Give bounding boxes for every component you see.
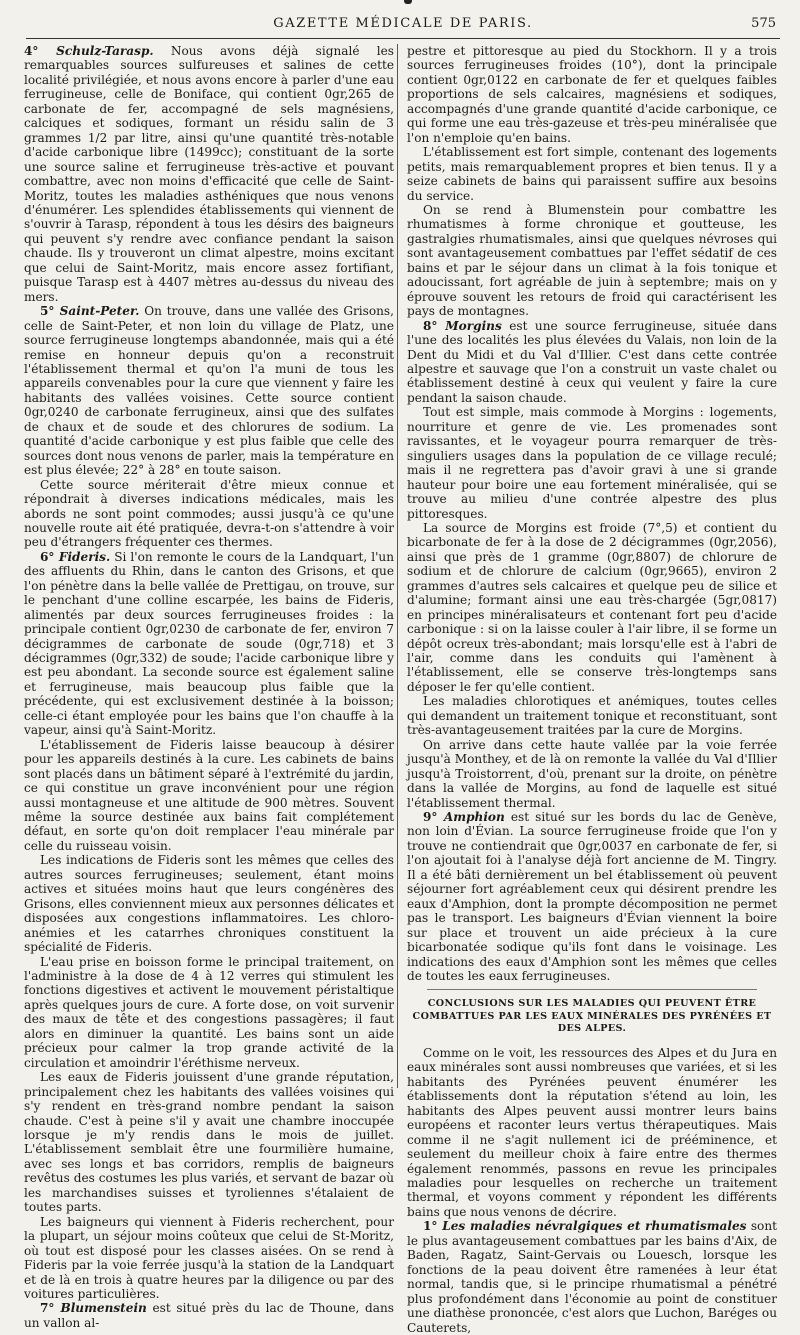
paragraph-amphion bbox=[407, 810, 777, 983]
publication-title: GAZETTE MÉDICALE DE PARIS. bbox=[273, 16, 533, 31]
item-number: 5° bbox=[40, 304, 60, 319]
spa-name: Blumenstein bbox=[60, 1301, 147, 1316]
paragraph-saint-peter bbox=[24, 304, 394, 477]
paragraph: Les indications de Fideris sont les mêmes que celles des autres sources ferrugineuses; seulement, étant moins actives et situées moins haut que leurs congénères des Grisons, elles conviennent mieux aux personnes délicates et disposées aux congestions inflammatoires. Les chloro-anémies et les catarrhes chroniques constituent la spécialité de Fideris. bbox=[24, 853, 394, 955]
paragraph-text: On trouve, dans une vallée des Grisons, celle de Saint-Peter, et non loin du village de Platz, une source ferrugineuse longtemps abandonnée, mais qui a été remise en honneur depuis qu'on a reconstruit l'établissement thermal et qu'on l'a muni de tous les appareils convenables pour la cure que viennent y faire les habitants des vallées voisines. Cette source contient 0gr,0240 de carbonate ferrugineux, ainsi que des sulfates de chaux et de soude et des chlorures de sodium. La quantité d'acide carbonique y est plus faible que celle des sources dont nous venons de parler, mais la température en est plus élevée; 22° à 28° en toute saison. bbox=[24, 304, 394, 478]
paragraph-text: Si l'on remonte le cours de la Landquart, l'un des affluents du Rhin, dans le canton des Grisons, et que l'on pénètre dans la belle vallée de Prettigau, on trouve, sur le penchant d'une colline escarpée, les bains de Fideris, alimentés par deux sources ferrugineuses froides : la principale contient 0gr,0230 de carbonate de fer, environ 7 décigrammes de carbonate de soude (0gr,718) et 3 décigrammes (0gr,332) de soude; l'acide carbonique libre y est peu abondant. La seconde source est également saline et ferrugineuse, mais beaucoup plus faible que la précédente, qui est exclusivement destinée à la boisson; celle-ci étant employée pour les bains que l'on chauffe à la vapeur, ainsi qu'à Saint-Moritz. bbox=[24, 549, 394, 738]
page-header bbox=[26, 12, 780, 39]
paragraph: L'eau prise en boisson forme le principal traitement, on l'administre à la dose de 4 à 12 verres qui stimulent les fonctions digestives et activent le mouvement péristaltique après quelques jours de cure. A forte dose, on voit survenir des maux de tête et des congestions passagères; il faut alors en diminuer la quantité. Les bains sont un aide précieux pour calmer la trop grande activité de la circulation et amoindrir l'éréthisme nerveux. bbox=[24, 954, 394, 1070]
page-number: 575 bbox=[751, 16, 776, 31]
paragraph-neuralgic bbox=[407, 1219, 777, 1335]
spa-name: Fideris. bbox=[58, 549, 111, 564]
paragraph-fideris bbox=[24, 550, 394, 738]
item-number: 7° bbox=[40, 1301, 61, 1316]
column-divider bbox=[397, 44, 398, 1088]
item-number: 4° bbox=[24, 44, 57, 58]
paragraph-morgins bbox=[407, 319, 777, 406]
paragraph-text: Nous avons déjà signalé les remarquables sources sulfureuses et salines de cette localité privilégiée, et nous avons encore à parler d'une eau ferrugineuse, celle de Boniface, qui contient 0gr,265 de carbonate de fer, accompagné de sels magnésiens, calciques et sodiques, formant un résidu salin de 3 grammes 1/2 par litre, ainsi qu'une quantité très-notable d'acide carbonique libre (1499cc); constituant de la sorte une source saline et ferrugineuse très-active et pouvant combattre, avec non moins d'efficacité que celle de Saint-Moritz, toutes les maladies asthéniques que nous venons d'énumérer. Les splendides établissements qui viennent de s'ouvrir à Tarasp, répondent à tous les désirs des baigneurs qui peuvent s'y rendre avec confiance pendant la saison chaude. Ils y trouveront un climat alpestre, moins excitant que celui de Saint-Moritz, mais encore assez fortifiant, puisque Tarasp est à 4407 mètres au-dessus du niveau des mers. bbox=[24, 44, 394, 304]
paragraph: L'établissement est fort simple, contenant des logements petits, mais remarquablement propres et bien tenus. Il y a seize cabinets de bains qui paraissent suffire aux besoins du service. bbox=[407, 145, 777, 203]
paragraph: Comme on le voit, les ressources des Alpes et du Jura en eaux minérales sont aussi nombreuses que variées, et si les habitants des Pyrénées peuvent énumérer les établissements dont la réputation s'étend au loin, les habitants des Alpes peuvent aussi montrer leurs bains européens et raconter leurs vertus thérapeutiques. Mais comme il ne s'agit nullement ici de prééminence, et seulement du meilleur choix à faire entre des thermes également renommés, passons en revue les principales maladies pour lesquelles on recherche un traitement thermal, et voyons comment y répondent les différents bains que nous venons de décrire. bbox=[407, 1045, 777, 1219]
item-number: 6° bbox=[40, 549, 59, 564]
spa-name: Amphion bbox=[443, 810, 505, 825]
paragraph-continued: pestre et pittoresque au pied du Stockhorn. Il y a trois sources ferrugineuses froides (10°), dont la principale contient 0gr,0122 en carbonate de fer et quelques faibles proportions de sels calcaires, magnésiens et sodiques, accompagnés d'une grande quantité d'acide carbonique, ce qui forme une eau très-gazeuse et très-peu minéralisée que l'on n'emploie qu'en bains. bbox=[407, 44, 777, 145]
section-heading: CONCLUSIONS SUR LES MALADIES QUI PEUVENT ÊTRE COMBATTUES PAR LES EAUX MINÉRALES DES PYRÉNÉES ET DES ALPES. bbox=[412, 998, 772, 1035]
paragraph: La source de Morgins est froide (7°,5) et contient du bicarbonate de fer à la dose de 2 décigrammes (0gr,2056), ainsi que près de 1 gramme (0gr,8807) de chlorure de sodium et de chlorure de calcium (0gr,9665), environ 2 grammes d'autres sels calcaires et quelque peu de silice et d'alumine; formant ainsi une eau très-chargée (5gr,0817) en principes minéralisateurs et contenant fort peu d'acide carbonique : si on la laisse couler à l'air libre, il se forme un dépôt ocreux très-abondant; mais lorsqu'elle est à l'abri de l'air, comme dans les conduits qui l'amènent à l'établissement, elle se conserve très-longtemps sans déposer le fer qu'elle contient. bbox=[407, 520, 777, 694]
disease-heading: Les maladies névralgiques et rhumatismales bbox=[442, 1219, 747, 1234]
paragraph: Les maladies chlorotiques et anémiques, toutes celles qui demandent un traitement tonique et reconstituant, sont très-avantageusement traitées par la cure de Morgins. bbox=[407, 694, 777, 738]
item-number: 9° bbox=[423, 810, 444, 825]
paragraph: Les eaux de Fideris jouissent d'une grande réputation, principalement chez les habitants des vallées voisines qui s'y rendent en très-grand nombre pendant la saison chaude. C'est à peine s'il y avait une chambre inoccupée lorsque je m'y rendis dans le mois de juillet. L'établissement semblait être une fourmilière humaine, avec ses longs et bas corridors, remplis de baigneurs revêtus des costumes les plus variés, et servant de bazar où les marchandises suisses et tyroliennes s'étalaient de toutes parts. bbox=[24, 1070, 394, 1215]
paragraph-text: est situé sur les bords du lac de Genève, non loin d'Évian. La source ferrugineuse froide que l'on y trouve ne contiendrait que 0gr,0037 en carbonate de fer, si l'on ajoutait foi à l'analyse déjà fort ancienne de M. Tingry. Il a été bâti dernièrement un bel établissement où peuvent séjourner fort agréablement ceux qui désirent prendre les eaux d'Amphion, dont la prompte décomposition ne permet pas le transport. Les baigneurs d'Évian viennent la boire sur place et trouvent un aide précieux à la cure bicarbonatée sodique qu'ils font dans le voisinage. Les indications des eaux d'Amphion sont les mêmes que celles de toutes les eaux ferrugineuses. bbox=[407, 810, 777, 983]
paragraph: On arrive dans cette haute vallée par la voie ferrée jusqu'à Monthey, et de là on remonte la vallée du Val d'Illier jusqu'à Troistorrent, d'où, prenant sur la droite, on pénètre dans la vallée de Morgins, au fond de laquelle est situé l'établissement thermal. bbox=[407, 737, 777, 810]
paragraph-blumenstein bbox=[24, 1301, 394, 1330]
paragraph-text: est situé près du lac de Thoune, dans un vallon al- bbox=[24, 1301, 394, 1330]
spa-name: Morgins bbox=[445, 318, 502, 333]
printer-mark bbox=[404, 0, 412, 4]
right-column bbox=[407, 44, 777, 1335]
paragraph-text: est une source ferrugineuse, située dans l'une des localités les plus élevées du Valais, non loin de la Dent du Midi et du Val d'Illier. C'est dans cette contrée alpestre et sauvage que l'on a construit un vaste chalet ou établissement destiné à ceux qui veulent y faire la cure pendant la saison chaude. bbox=[407, 318, 777, 405]
paragraph: L'établissement de Fideris laisse beaucoup à désirer pour les appareils destinés à la cure. Les cabinets de bains sont placés dans un bâtiment séparé à l'extrémité du jardin, ce qui constitue un grave inconvénient pour une région aussi montagneuse et une altitude de 900 mètres. Souvent même la source destinée aux bains fait complétement défaut, en sorte qu'on doit remplacer l'eau minérale par celle du ruisseau voisin. bbox=[24, 737, 394, 853]
paragraph: Cette source mériterait d'être mieux connue et répondrait à diverses indications médicales, mais les abords ne sont point commodes; aussi jusqu'à ce qu'une nouvelle route ait été pratiquée, devra-t-on s'attendre à voir peu d'étrangers fréquenter ces thermes. bbox=[24, 477, 394, 550]
paragraph-schulz-tarasp bbox=[24, 44, 394, 304]
item-number: 8° bbox=[423, 318, 446, 333]
item-number: 1° bbox=[423, 1219, 443, 1234]
paragraph: On se rend à Blumenstein pour combattre les rhumatismes à forme chronique et goutteuse, les gastralgies rhumatismales, ainsi que quelques névroses qui sont avantageusement combattues par l'effet sédatif de ces bains et par le séjour dans un climat à la fois tonique et adoucissant, fort agréable de juin à septembre; mais on y éprouve souvent les retours de froid qui caractérisent les pays de montagnes. bbox=[407, 202, 777, 319]
paragraph: Les baigneurs qui viennent à Fideris recherchent, pour la plupart, un séjour moins coûteux que celui de St-Moritz, où tout est disposé pour les classes aisées. On se rend à Fideris par la voie ferrée jusqu'à la station de la Landquart et de là en trois à quatre heures par la diligence ou par des voitures particulières. bbox=[24, 1214, 394, 1301]
paragraph-text: sont le plus avantageusement combattues par les bains d'Aix, de Baden, Ragatz, Saint-Gervais ou Louesch, lorsque les fonctions de la peau doivent être ramenées à leur état normal, tandis que, si le principe rhumatismal a pénétré plus profondément dans l'économie au point de constituer une diathèse prononcée, c'est alors que Luchon, Baréges ou Cauterets, bbox=[407, 1219, 777, 1335]
paragraph: Tout est simple, mais commode à Morgins : logements, nourriture et genre de vie. Les promenades sont ravissantes, et le voyageur pourra remarquer de très-singuliers usages dans la population de ce village reculé; mais il ne regrettera pas d'avoir gravi à une si grande hauteur pour boire une eau fortement minéralisée, qui se trouve au milieu d'une contrée alpestre des plus pittoresques. bbox=[407, 405, 777, 521]
spa-name: Saint-Peter. bbox=[59, 304, 140, 319]
section-divider bbox=[427, 989, 757, 990]
left-column bbox=[24, 44, 394, 1330]
spa-name: Schulz-Tarasp. bbox=[56, 44, 154, 58]
